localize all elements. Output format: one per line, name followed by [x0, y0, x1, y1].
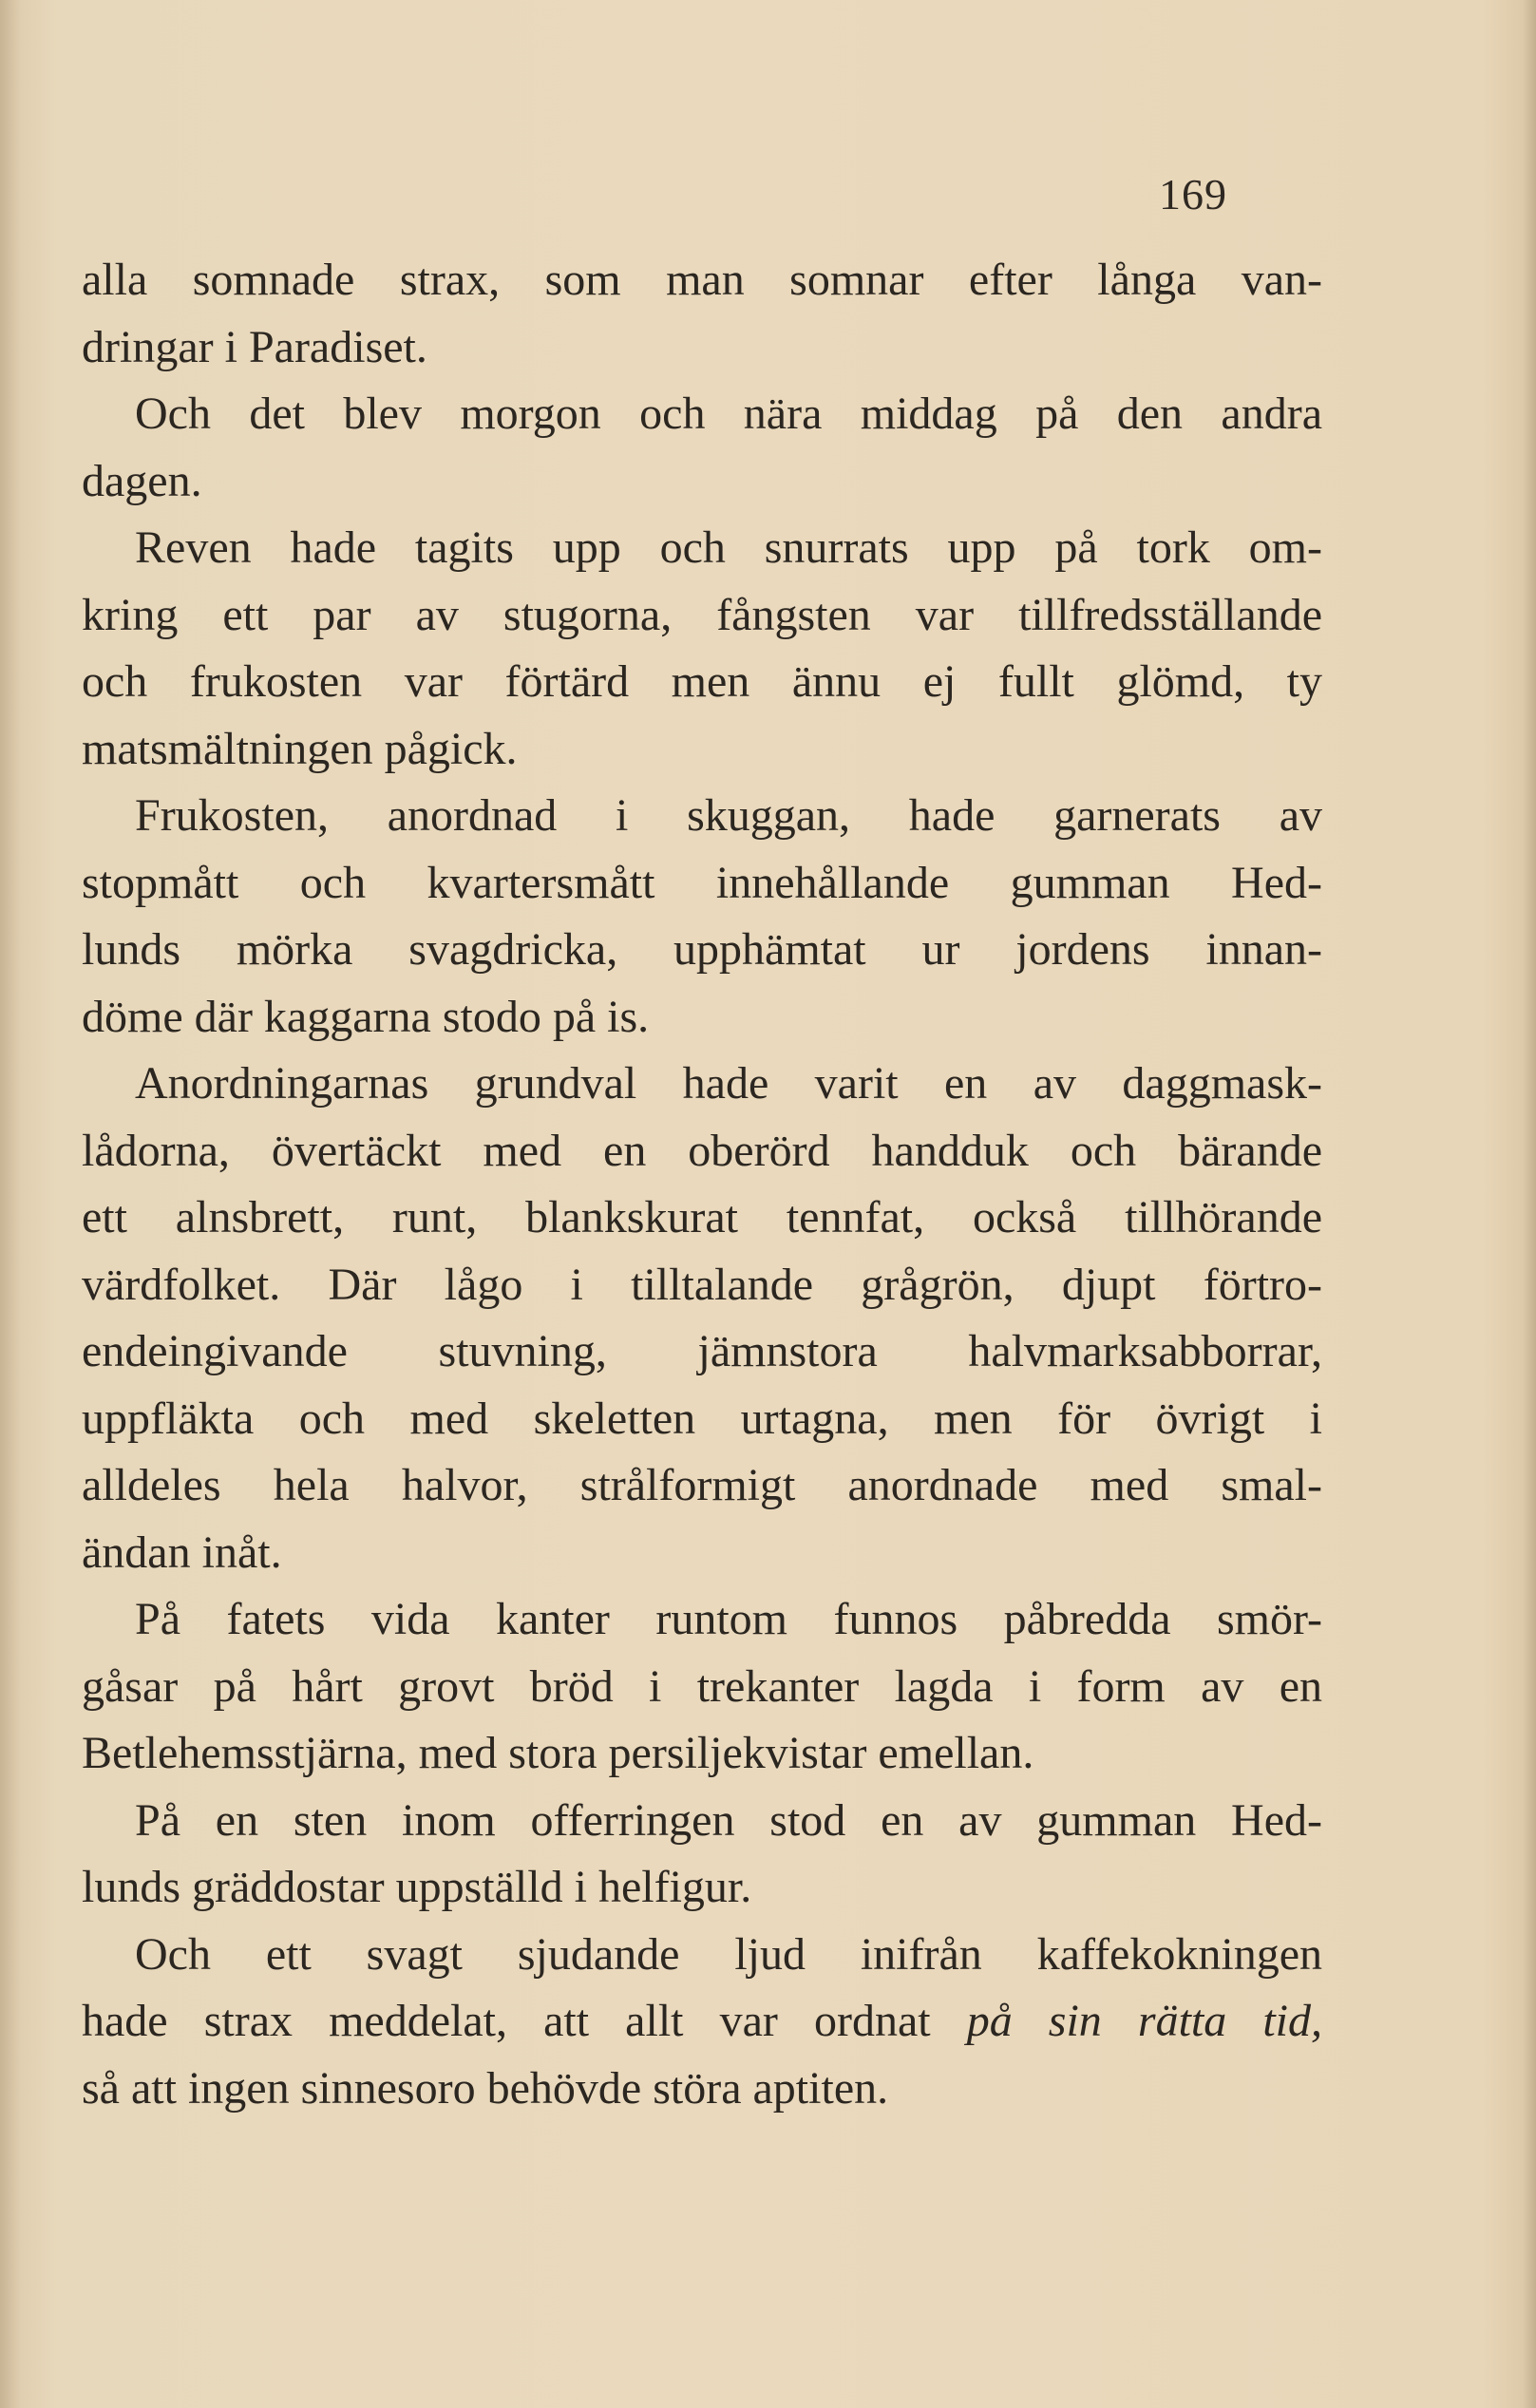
- text-line: och frukosten var förtärd men ännu ej fullt glömd, ty: [82, 656, 1322, 707]
- text-line: endeingivande stuvning, jämnstora halvmarksabborrar,: [82, 1326, 1322, 1376]
- text-line: lådorna, övertäckt med en oberörd handduk och bärande: [82, 1125, 1322, 1176]
- text-line: På en sten inom offerringen stod en av gumman Hed-: [135, 1794, 1322, 1846]
- text-line: stopmått och kvartersmått innehållande gumman Hed-: [82, 857, 1322, 908]
- text-line: Anordningarnas grundval hade varit en av daggmask-: [135, 1058, 1322, 1109]
- page-edge-shadow: [1523, 0, 1536, 2408]
- page-number: 169: [1159, 170, 1227, 218]
- text-line: matsmältningen pågick.: [82, 723, 518, 774]
- text-line: gåsar på hårt grovt bröd i trekanter lagda i form av en: [82, 1660, 1322, 1712]
- text-line: kring ett par av stugorna, fångsten var tillfredsställande: [82, 589, 1322, 640]
- paragraph: [82, 381, 1322, 515]
- paragraph: [82, 1586, 1322, 1788]
- paragraph: [82, 1788, 1322, 1922]
- binding-shadow: [0, 0, 21, 2408]
- text-line: Och det blev morgon och nära middag på den andra: [135, 389, 1322, 439]
- text-line: ändan inåt.: [82, 1526, 282, 1578]
- paragraph: [82, 247, 1322, 381]
- text-segment: hade strax meddelat, att allt var ordnat: [82, 1996, 967, 2046]
- text-line: lunds gräddostar uppställd i helfigur.: [82, 1862, 752, 1912]
- text-line: Frukosten, anordnad i skuggan, hade garnerats av: [135, 790, 1322, 841]
- text-line: lunds mörka svagdricka, upphämtat ur jordens innan-: [82, 924, 1322, 975]
- text-line: alldeles hela halvor, strålformigt anordnade med smal-: [82, 1460, 1322, 1510]
- text-line: Och ett svagt sjudande ljud inifrån kaffekokningen: [135, 1928, 1322, 1980]
- text-line: Betlehemsstjärna, med stora persiljekvistar emellan.: [82, 1728, 1034, 1778]
- body-text: [82, 247, 1322, 2122]
- paragraph: [82, 1051, 1322, 1586]
- paragraph: [82, 783, 1322, 1051]
- text-line: ett alnsbrett, runt, blankskurat tennfat, också tillhörande: [82, 1192, 1322, 1242]
- paragraph: [82, 515, 1322, 783]
- text-line-mixed: [82, 1988, 1322, 2056]
- italic-phrase: på sin rätta tid,: [966, 1996, 1322, 2046]
- text-line: döme där kaggarna stodo på is.: [82, 991, 650, 1042]
- text-line: Reven hade tagits upp och snurrats upp på tork om-: [135, 522, 1322, 573]
- text-line: värdfolket. Där lågo i tilltalande grågrön, djupt förtro-: [82, 1259, 1322, 1310]
- text-line: På fatets vida kanter runtom funnos påbredda smör-: [135, 1594, 1322, 1644]
- paragraph: [82, 1922, 1322, 2123]
- text-line: alla somnade strax, som man somnar efter långa van-: [82, 255, 1322, 305]
- text-line: dringar i Paradiset.: [82, 321, 427, 372]
- text-line: så att ingen sinnesoro behövde störa aptiten.: [82, 2062, 889, 2114]
- text-line: dagen.: [82, 455, 202, 506]
- text-line: uppfläkta och med skeletten urtagna, men för övrigt i: [82, 1393, 1322, 1444]
